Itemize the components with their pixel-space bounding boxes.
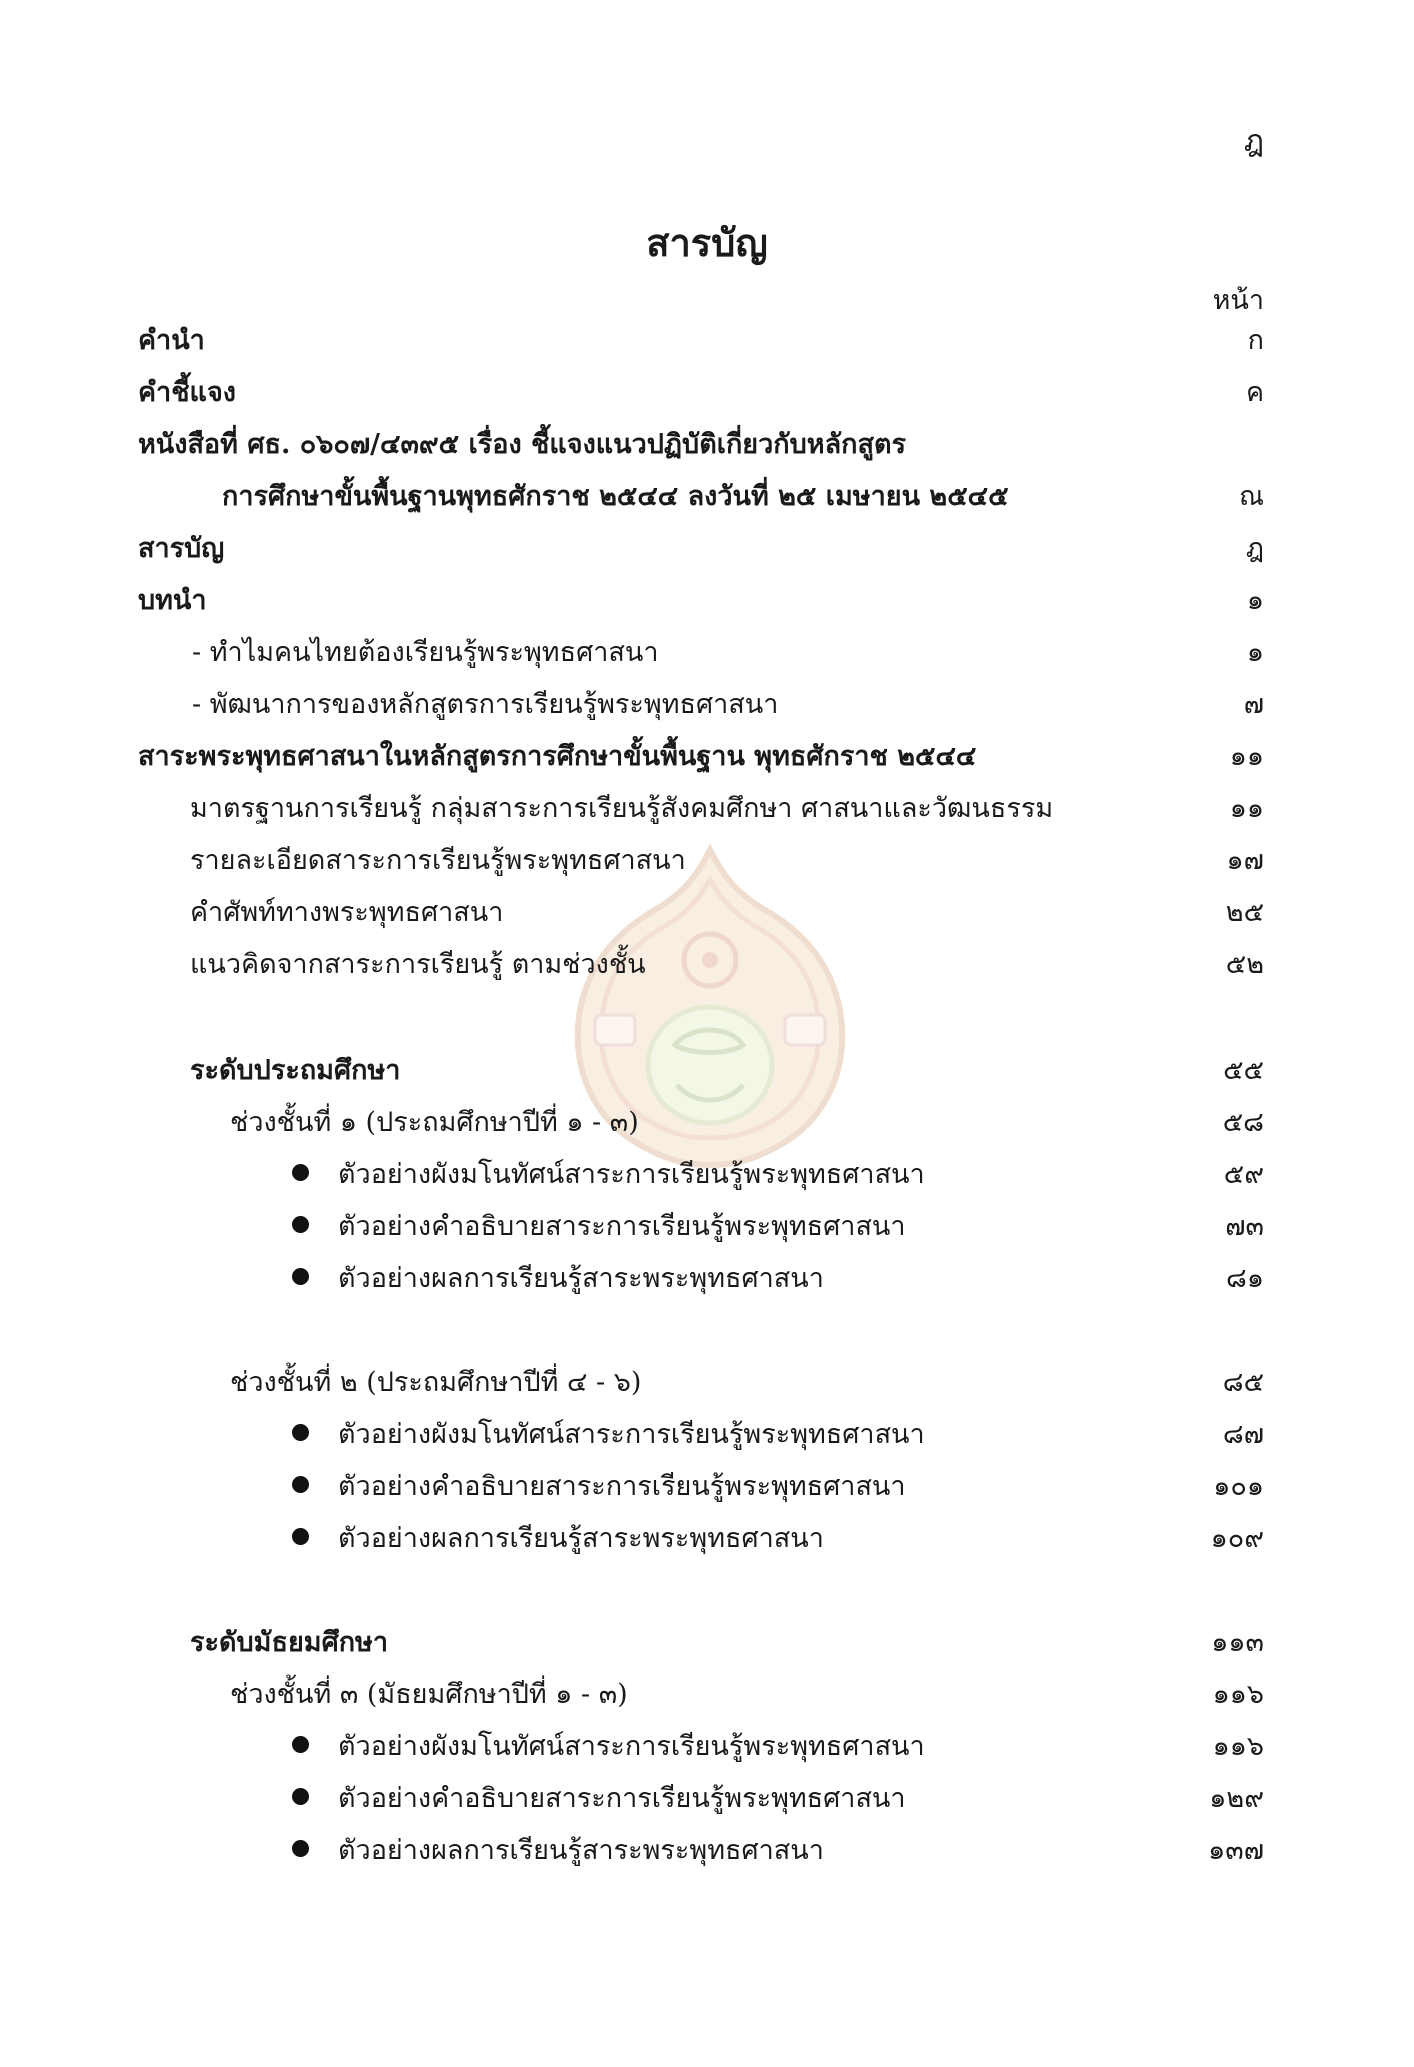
toc-entry-letter-continued[interactable]	[0, 474, 1414, 526]
toc-entry-page: ๑๓๗	[1208, 1835, 1264, 1866]
toc-entry-primary-level[interactable]	[0, 1048, 1414, 1100]
toc-entry-label: ตัวอย่างผลการเรียนรู้สาระพระพุทธศาสนา	[338, 1523, 824, 1554]
toc-entry-label: ระดับมัธยมศึกษา	[190, 1627, 389, 1658]
bullet-icon	[292, 1216, 309, 1233]
toc-entry-page: ก	[1247, 325, 1264, 356]
toc-entry-page: ณ	[1238, 481, 1264, 512]
toc-entry-page: ๕๙	[1223, 1159, 1264, 1190]
bullet-icon	[292, 1736, 309, 1753]
toc-entry-label: ตัวอย่างคำอธิบายสาระการเรียนรู้พระพุทธศาสนา	[338, 1211, 906, 1242]
toc-entry-curriculum-development[interactable]	[0, 682, 1414, 734]
toc-entry-page: ๑๒๙	[1209, 1783, 1264, 1814]
toc-entry-standards[interactable]	[0, 786, 1414, 838]
toc-entry-secondary-level[interactable]	[0, 1620, 1414, 1672]
toc-entry-label: ตัวอย่างผังมโนทัศน์สาระการเรียนรู้พระพุทธศาสนา	[338, 1159, 925, 1190]
toc-entry-concept-map[interactable]	[0, 1152, 1414, 1204]
toc-entry-level-1[interactable]	[0, 1100, 1414, 1152]
bullet-icon	[292, 1164, 309, 1181]
toc-entry-label: - พัฒนาการของหลักสูตรการเรียนรู้พระพุทธศาสนา	[192, 689, 779, 720]
toc-entry-page: ๗	[1243, 689, 1264, 720]
toc-entry-page: ๕๕	[1223, 1055, 1264, 1086]
toc-entry-glossary[interactable]	[0, 890, 1414, 942]
toc-entry-buddhism-core[interactable]	[0, 734, 1414, 786]
toc-entry-label: ตัวอย่างผังมโนทัศน์สาระการเรียนรู้พระพุทธศาสนา	[338, 1419, 925, 1450]
page-number-letter: ฎ	[1243, 124, 1264, 159]
toc-entry-concept-map[interactable]	[0, 1724, 1414, 1776]
toc-entry-description[interactable]	[0, 1776, 1414, 1828]
toc-entry-label: การศึกษาขั้นพื้นฐานพุทธศักราช ๒๕๔๔ ลงวันที่ ๒๕ เมษายน ๒๕๔๕	[222, 481, 1009, 512]
toc-entry-page: ๘๑	[1226, 1263, 1264, 1294]
toc-entry-page: ๘๕	[1222, 1367, 1264, 1398]
toc-entry-page: ฎ	[1245, 533, 1264, 564]
toc-entry-description[interactable]	[0, 1464, 1414, 1516]
bullet-icon	[292, 1528, 309, 1545]
bullet-icon	[292, 1476, 309, 1493]
bullet-icon	[292, 1840, 309, 1857]
toc-entry-label: สารบัญ	[138, 533, 225, 564]
toc-entry-label: รายละเอียดสาระการเรียนรู้พระพุทธศาสนา	[190, 845, 686, 876]
toc-entry-level-2[interactable]	[0, 1360, 1414, 1412]
toc-entry-page: ค	[1245, 377, 1264, 408]
toc-entry-label: ช่วงชั้นที่ ๒ (ประถมศึกษาปีที่ ๔ - ๖)	[230, 1367, 642, 1398]
toc-entry-details[interactable]	[0, 838, 1414, 890]
toc-entry-learning-outcomes[interactable]	[0, 1516, 1414, 1568]
toc-entry-label: คำศัพท์ทางพระพุทธศาสนา	[190, 897, 504, 928]
toc-entry-page: ๑๗	[1226, 845, 1264, 876]
toc-entry-label: ช่วงชั้นที่ ๓ (มัธยมศึกษาปีที่ ๑ - ๓)	[230, 1679, 628, 1710]
toc-entry-label: หนังสือที่ ศธ. ๐๖๐๗/๔๓๙๕ เรื่อง ชี้แจงแนวปฏิบัติเกี่ยวกับหลักสูตร	[138, 429, 906, 460]
toc-entry-concepts[interactable]	[0, 942, 1414, 994]
page-column-header: หน้า	[1212, 285, 1264, 316]
toc-entry-label: - ทำไมคนไทยต้องเรียนรู้พระพุทธศาสนา	[192, 637, 659, 668]
page-title: สารบัญ	[646, 220, 768, 265]
toc-entry-label: ตัวอย่างคำอธิบายสาระการเรียนรู้พระพุทธศาสนา	[338, 1471, 906, 1502]
toc-entry-label: บทนำ	[138, 585, 207, 616]
toc-entry-page: ๑๑๖	[1212, 1679, 1264, 1710]
toc-entry-label: ตัวอย่างคำอธิบายสาระการเรียนรู้พระพุทธศาสนา	[338, 1783, 906, 1814]
toc-entry-explanation[interactable]	[0, 370, 1414, 422]
bullet-icon	[292, 1788, 309, 1805]
toc-entry-page: ๑๑	[1229, 793, 1264, 824]
toc-entry-page: ๑	[1246, 637, 1264, 668]
toc-entry-page: ๕๘	[1222, 1107, 1264, 1138]
toc-entry-page: ๘๗	[1222, 1419, 1264, 1450]
toc-entry-label: คำชี้แจง	[138, 377, 236, 408]
toc-entry-page: ๗๓	[1225, 1211, 1264, 1242]
toc-entry-page: ๑๐๙	[1210, 1523, 1264, 1554]
toc-entry-letter[interactable]	[0, 422, 1414, 474]
toc-entry-label: ตัวอย่างผลการเรียนรู้สาระพระพุทธศาสนา	[338, 1263, 824, 1294]
toc-entry-introduction[interactable]	[0, 578, 1414, 630]
toc-entry-label: ตัวอย่างผังมโนทัศน์สาระการเรียนรู้พระพุทธศาสนา	[338, 1731, 925, 1762]
toc-entry-page: ๑๐๑	[1213, 1471, 1264, 1502]
toc-entry-label: แนวคิดจากสาระการเรียนรู้ ตามช่วงชั้น	[190, 949, 646, 980]
toc-entry-label: มาตรฐานการเรียนรู้ กลุ่มสาระการเรียนรู้สังคมศึกษา ศาสนาและวัฒนธรรม	[190, 793, 1054, 824]
toc-entry-foreword[interactable]	[0, 318, 1414, 370]
toc-entry-why-learn[interactable]	[0, 630, 1414, 682]
toc-entry-concept-map[interactable]	[0, 1412, 1414, 1464]
toc-entry-level-3[interactable]	[0, 1672, 1414, 1724]
toc-entry-learning-outcomes[interactable]	[0, 1256, 1414, 1308]
toc-entry-description[interactable]	[0, 1204, 1414, 1256]
toc-entry-learning-outcomes[interactable]	[0, 1828, 1414, 1880]
toc-entry-label: ระดับประถมศึกษา	[190, 1055, 401, 1086]
toc-entry-page: ๑๑	[1229, 741, 1264, 772]
toc-entry-page: ๕๒	[1225, 949, 1264, 980]
toc-entry-page: ๑	[1246, 585, 1264, 616]
bullet-icon	[292, 1424, 309, 1441]
toc-entry-label: สาระพระพุทธศาสนาในหลักสูตรการศึกษาขั้นพื้นฐาน พุทธศักราช ๒๕๔๔	[138, 741, 977, 772]
toc-entry-label: ช่วงชั้นที่ ๑ (ประถมศึกษาปีที่ ๑ - ๓)	[230, 1107, 639, 1138]
toc-entry-page: ๑๑๖	[1212, 1731, 1264, 1762]
toc-entry-page: ๒๕	[1225, 897, 1264, 928]
bullet-icon	[292, 1268, 309, 1285]
toc-entry-label: คำนำ	[138, 325, 205, 356]
toc-entry-contents[interactable]	[0, 526, 1414, 578]
toc-entry-page: ๑๑๓	[1211, 1627, 1264, 1658]
toc-entry-label: ตัวอย่างผลการเรียนรู้สาระพระพุทธศาสนา	[338, 1835, 824, 1866]
